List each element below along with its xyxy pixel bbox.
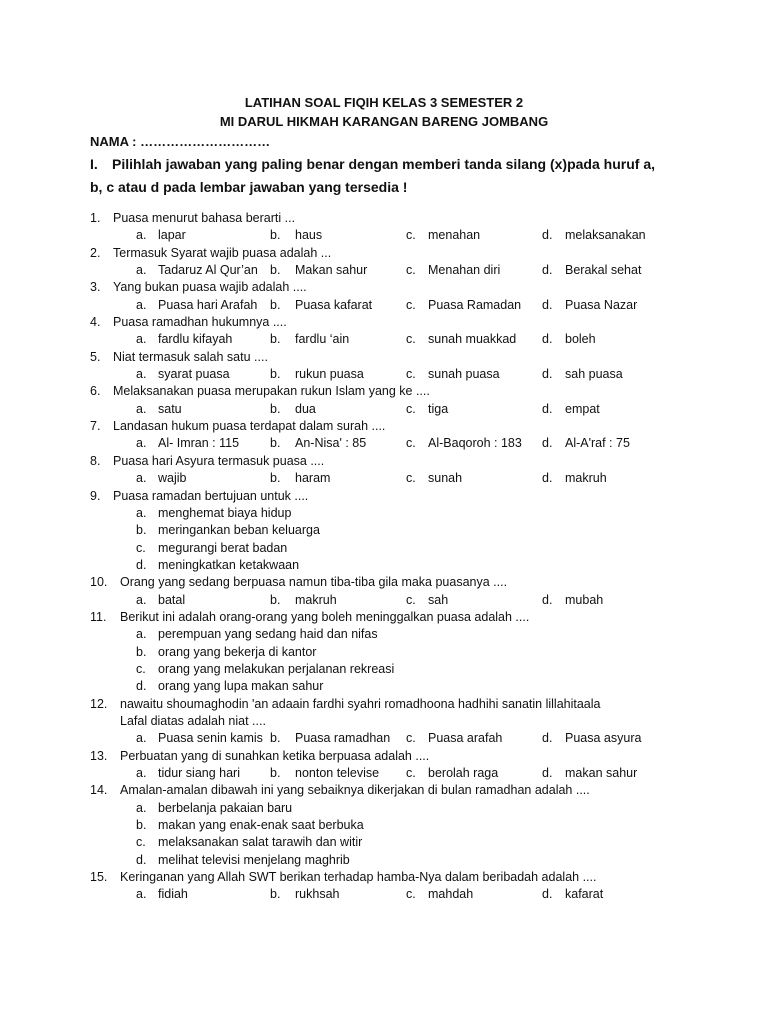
- answer-options-row: [0, 730, 768, 747]
- document-title: LATIHAN SOAL FIQIH KELAS 3 SEMESTER 2: [244, 95, 524, 110]
- option-text: mahdah: [428, 887, 474, 902]
- question-text: Orang yang sedang berpuasa namun tiba-tiba gila maka puasanya ....: [120, 575, 508, 590]
- option-text: Berakal sehat: [565, 263, 642, 278]
- answer-options-row: [0, 765, 768, 782]
- option-letter: a.: [136, 592, 147, 607]
- answer-option: [0, 540, 768, 557]
- option-text: mubah: [565, 592, 604, 607]
- answer-option: [0, 834, 768, 851]
- option-letter: a.: [136, 471, 147, 486]
- option-text: berbelanja pakaian baru: [158, 800, 293, 815]
- option-text: menahan: [428, 228, 481, 243]
- question-number: 5.: [90, 349, 101, 364]
- question-list: [0, 210, 768, 904]
- option-text: rukun puasa: [295, 367, 364, 382]
- option-letter: b.: [270, 297, 281, 312]
- option-text: Tadaruz Al Qur’an: [158, 263, 258, 278]
- option-text: nonton televise: [295, 766, 380, 780]
- option-letter: b.: [270, 731, 281, 746]
- option-text: Puasa hari Arafah: [158, 297, 258, 312]
- question-line: [0, 748, 768, 765]
- option-text: orang yang bekerja di kantor: [158, 644, 317, 659]
- name-field-label: NAMA : …………………………: [90, 134, 271, 149]
- option-text: tiga: [428, 401, 449, 416]
- option-letter: b.: [270, 367, 281, 382]
- option-text: menghemat biaya hidup: [158, 505, 292, 520]
- school-name: MI DARUL HIKMAH KARANGAN BARENG JOMBANG: [219, 114, 549, 129]
- option-text: Puasa asyura: [565, 731, 642, 746]
- answer-options-row: [0, 366, 768, 383]
- answer-option: [0, 626, 768, 643]
- option-letter: a.: [136, 228, 147, 243]
- option-letter: c.: [406, 297, 416, 312]
- question-number: 7.: [90, 419, 101, 434]
- answer-options-row: [0, 886, 768, 903]
- option-text: sunah puasa: [428, 367, 500, 382]
- question-text: Melaksanakan puasa merupakan rukun Islam yang ke ....: [113, 384, 430, 399]
- question-text: Keringanan yang Allah SWT berikan terhadap hamba-Nya dalam beribadah adalah ....: [120, 870, 597, 885]
- option-letter: d.: [542, 887, 553, 902]
- option-letter: c.: [136, 835, 146, 850]
- option-letter: b.: [136, 523, 147, 538]
- option-letter: d.: [542, 332, 553, 347]
- option-text: Puasa Ramadan: [428, 297, 522, 312]
- question-line: [0, 453, 768, 470]
- option-text: lapar: [158, 228, 186, 243]
- option-letter: c.: [136, 540, 146, 555]
- answer-options-row: [0, 435, 768, 452]
- question-text: Berikut ini adalah orang-orang yang boleh meninggalkan puasa adalah ....: [120, 609, 530, 624]
- option-text: makruh: [565, 471, 607, 486]
- option-letter: c.: [406, 471, 416, 486]
- answer-options-row: [0, 470, 768, 487]
- option-text: Puasa ramadhan: [295, 731, 391, 746]
- option-letter: d.: [542, 592, 553, 607]
- answer-options-row: [0, 227, 768, 244]
- option-letter: a.: [136, 627, 147, 642]
- question-number: 3.: [90, 280, 101, 295]
- option-letter: c.: [406, 887, 416, 902]
- question-text: Lafal diatas adalah niat ....: [120, 713, 266, 728]
- option-text: kafarat: [565, 887, 604, 902]
- instruction-number: I.: [90, 156, 98, 172]
- option-text: An-Nisa' : 85: [295, 436, 367, 451]
- option-letter: c.: [136, 661, 146, 676]
- option-text: boleh: [565, 332, 596, 347]
- question-line: [0, 314, 768, 331]
- option-letter: c.: [406, 401, 416, 416]
- answer-option: [0, 661, 768, 678]
- option-letter: c.: [406, 592, 416, 607]
- option-letter: d.: [542, 401, 553, 416]
- answer-options-row: [0, 592, 768, 609]
- option-letter: c.: [406, 766, 416, 780]
- option-letter: b.: [136, 818, 147, 833]
- option-letter: c.: [406, 332, 416, 347]
- option-letter: d.: [542, 766, 553, 780]
- answer-option: [0, 800, 768, 817]
- option-text: fidiah: [158, 887, 188, 902]
- option-letter: a.: [136, 263, 147, 278]
- option-text: megurangi berat badan: [158, 540, 288, 555]
- option-text: satu: [158, 401, 182, 416]
- option-letter: b.: [270, 436, 281, 451]
- option-text: makruh: [295, 592, 337, 607]
- answer-option: [0, 852, 768, 869]
- option-letter: b.: [136, 644, 147, 659]
- option-text: orang yang lupa makan sahur: [158, 679, 324, 694]
- option-letter: a.: [136, 800, 147, 815]
- option-text: wajib: [158, 471, 187, 486]
- option-letter: a.: [136, 505, 147, 520]
- option-text: berolah raga: [428, 766, 499, 780]
- question-line: [0, 713, 768, 730]
- question-number: 13.: [90, 748, 108, 763]
- option-text: fardlu kifayah: [158, 332, 233, 347]
- option-letter: b.: [270, 887, 281, 902]
- option-letter: d.: [542, 228, 553, 243]
- instruction-text: Pilihlah jawaban yang paling benar dengan memberi tanda silang (x)pada huruf a, b, c atau d pada lembar jawaban yang tersedia !: [90, 156, 655, 195]
- option-text: Puasa arafah: [428, 731, 503, 746]
- question-text: Puasa ramadan bertujuan untuk ....: [113, 488, 309, 503]
- question-number: 10.: [90, 575, 108, 590]
- option-text: Puasa Nazar: [565, 297, 638, 312]
- answer-option: [0, 557, 768, 574]
- question-text: Yang bukan puasa wajib adalah ....: [113, 280, 307, 295]
- option-text: rukhsah: [295, 887, 340, 902]
- question-number: 9.: [90, 488, 101, 503]
- option-text: melaksanakan salat tarawih dan witir: [158, 835, 363, 850]
- question-number: 6.: [90, 384, 101, 399]
- question-line: [0, 609, 768, 626]
- option-letter: a.: [136, 401, 147, 416]
- option-letter: c.: [406, 228, 416, 243]
- option-text: melaksanakan: [565, 228, 646, 243]
- question-number: 2.: [90, 245, 101, 260]
- option-letter: a.: [136, 766, 147, 780]
- option-letter: d.: [542, 436, 553, 451]
- question-text: Termasuk Syarat wajib puasa adalah ...: [113, 245, 332, 260]
- option-letter: d.: [136, 557, 147, 572]
- option-letter: d.: [542, 367, 553, 382]
- answer-options-row: [0, 331, 768, 348]
- question-line: [0, 349, 768, 366]
- option-letter: b.: [270, 332, 281, 347]
- option-letter: a.: [136, 332, 147, 347]
- option-letter: b.: [270, 471, 281, 486]
- option-text: haram: [295, 471, 331, 486]
- option-letter: b.: [270, 401, 281, 416]
- option-text: perempuan yang sedang haid dan nifas: [158, 627, 378, 642]
- question-text: Perbuatan yang di sunahkan ketika berpuasa adalah ....: [120, 748, 430, 763]
- option-letter: a.: [136, 887, 147, 902]
- option-letter: b.: [270, 766, 281, 780]
- question-line: [0, 869, 768, 886]
- option-text: empat: [565, 401, 600, 416]
- question-number: 1.: [90, 211, 101, 225]
- question-text: Puasa menurut bahasa berarti ...: [113, 211, 296, 225]
- option-text: Al- Imran : 115: [158, 436, 240, 451]
- option-letter: d.: [542, 471, 553, 486]
- option-text: Al-Baqoroh : 183: [428, 436, 522, 451]
- question-line: [0, 245, 768, 262]
- option-text: sunah: [428, 471, 463, 486]
- option-letter: b.: [270, 263, 281, 278]
- question-text: Landasan hukum puasa terdapat dalam surah ....: [113, 419, 386, 434]
- option-letter: d.: [542, 263, 553, 278]
- question-number: 4.: [90, 315, 101, 330]
- option-text: haus: [295, 228, 323, 243]
- answer-option: [0, 817, 768, 834]
- question-number: 15.: [90, 870, 108, 885]
- question-number: 8.: [90, 453, 101, 468]
- option-text: makan sahur: [565, 766, 638, 780]
- question-line: [0, 210, 768, 227]
- question-text: nawaitu shoumaghodin 'an adaain fardhi syahri romadhoona hadhihi sanatin lillahitaala: [120, 696, 601, 711]
- option-text: meringankan beban keluarga: [158, 523, 320, 538]
- option-text: sah: [428, 592, 449, 607]
- option-text: Makan sahur: [295, 263, 368, 278]
- question-number: 12.: [90, 696, 108, 711]
- question-line: [0, 574, 768, 591]
- option-letter: d.: [542, 297, 553, 312]
- option-text: Al-A'raf : 75: [565, 436, 630, 451]
- option-text: dua: [295, 401, 316, 416]
- option-letter: c.: [406, 367, 416, 382]
- option-letter: d.: [136, 679, 147, 694]
- option-text: Puasa kafarat: [295, 297, 373, 312]
- option-letter: a.: [136, 367, 147, 382]
- option-letter: a.: [136, 731, 147, 746]
- answer-option: [0, 644, 768, 661]
- option-text: sah puasa: [565, 367, 623, 382]
- option-letter: b.: [270, 592, 281, 607]
- option-text: sunah muakkad: [428, 332, 517, 347]
- question-line: [0, 782, 768, 799]
- question-text: Puasa ramadhan hukumnya ....: [113, 315, 287, 330]
- question-number: 14.: [90, 783, 108, 798]
- question-text: Niat termasuk salah satu ....: [113, 349, 268, 364]
- question-text: Amalan-amalan dibawah ini yang sebaiknya dikerjakan di bulan ramadhan adalah ....: [120, 783, 590, 798]
- answer-options-row: [0, 262, 768, 279]
- option-letter: d.: [542, 731, 553, 746]
- question-text: Puasa hari Asyura termasuk puasa ....: [113, 453, 325, 468]
- option-text: makan yang enak-enak saat berbuka: [158, 818, 364, 833]
- option-letter: a.: [136, 297, 147, 312]
- answer-option: [0, 678, 768, 695]
- answer-option: [0, 505, 768, 522]
- answer-option: [0, 522, 768, 539]
- question-line: [0, 279, 768, 296]
- option-text: orang yang melakukan perjalanan rekreasi: [158, 661, 395, 676]
- question-line: [0, 383, 768, 400]
- option-text: batal: [158, 592, 186, 607]
- answer-options-row: [0, 297, 768, 314]
- option-text: Menahan diri: [428, 263, 501, 278]
- option-text: fardlu ‘ain: [295, 332, 350, 347]
- option-letter: c.: [406, 436, 416, 451]
- option-text: meningkatkan ketakwaan: [158, 557, 300, 572]
- option-text: syarat puasa: [158, 367, 230, 382]
- option-letter: b.: [270, 228, 281, 243]
- option-text: tidur siang hari: [158, 766, 240, 780]
- question-number: 11.: [90, 609, 107, 624]
- option-letter: a.: [136, 436, 147, 451]
- question-line: [0, 696, 768, 713]
- instruction: [90, 153, 670, 199]
- question-line: [0, 488, 768, 505]
- question-line: [0, 418, 768, 435]
- option-letter: c.: [406, 731, 416, 746]
- answer-options-row: [0, 401, 768, 418]
- option-text: Puasa senin kamis: [158, 731, 263, 746]
- option-letter: d.: [136, 852, 147, 867]
- option-letter: c.: [406, 263, 416, 278]
- option-text: melihat televisi menjelang maghrib: [158, 852, 350, 867]
